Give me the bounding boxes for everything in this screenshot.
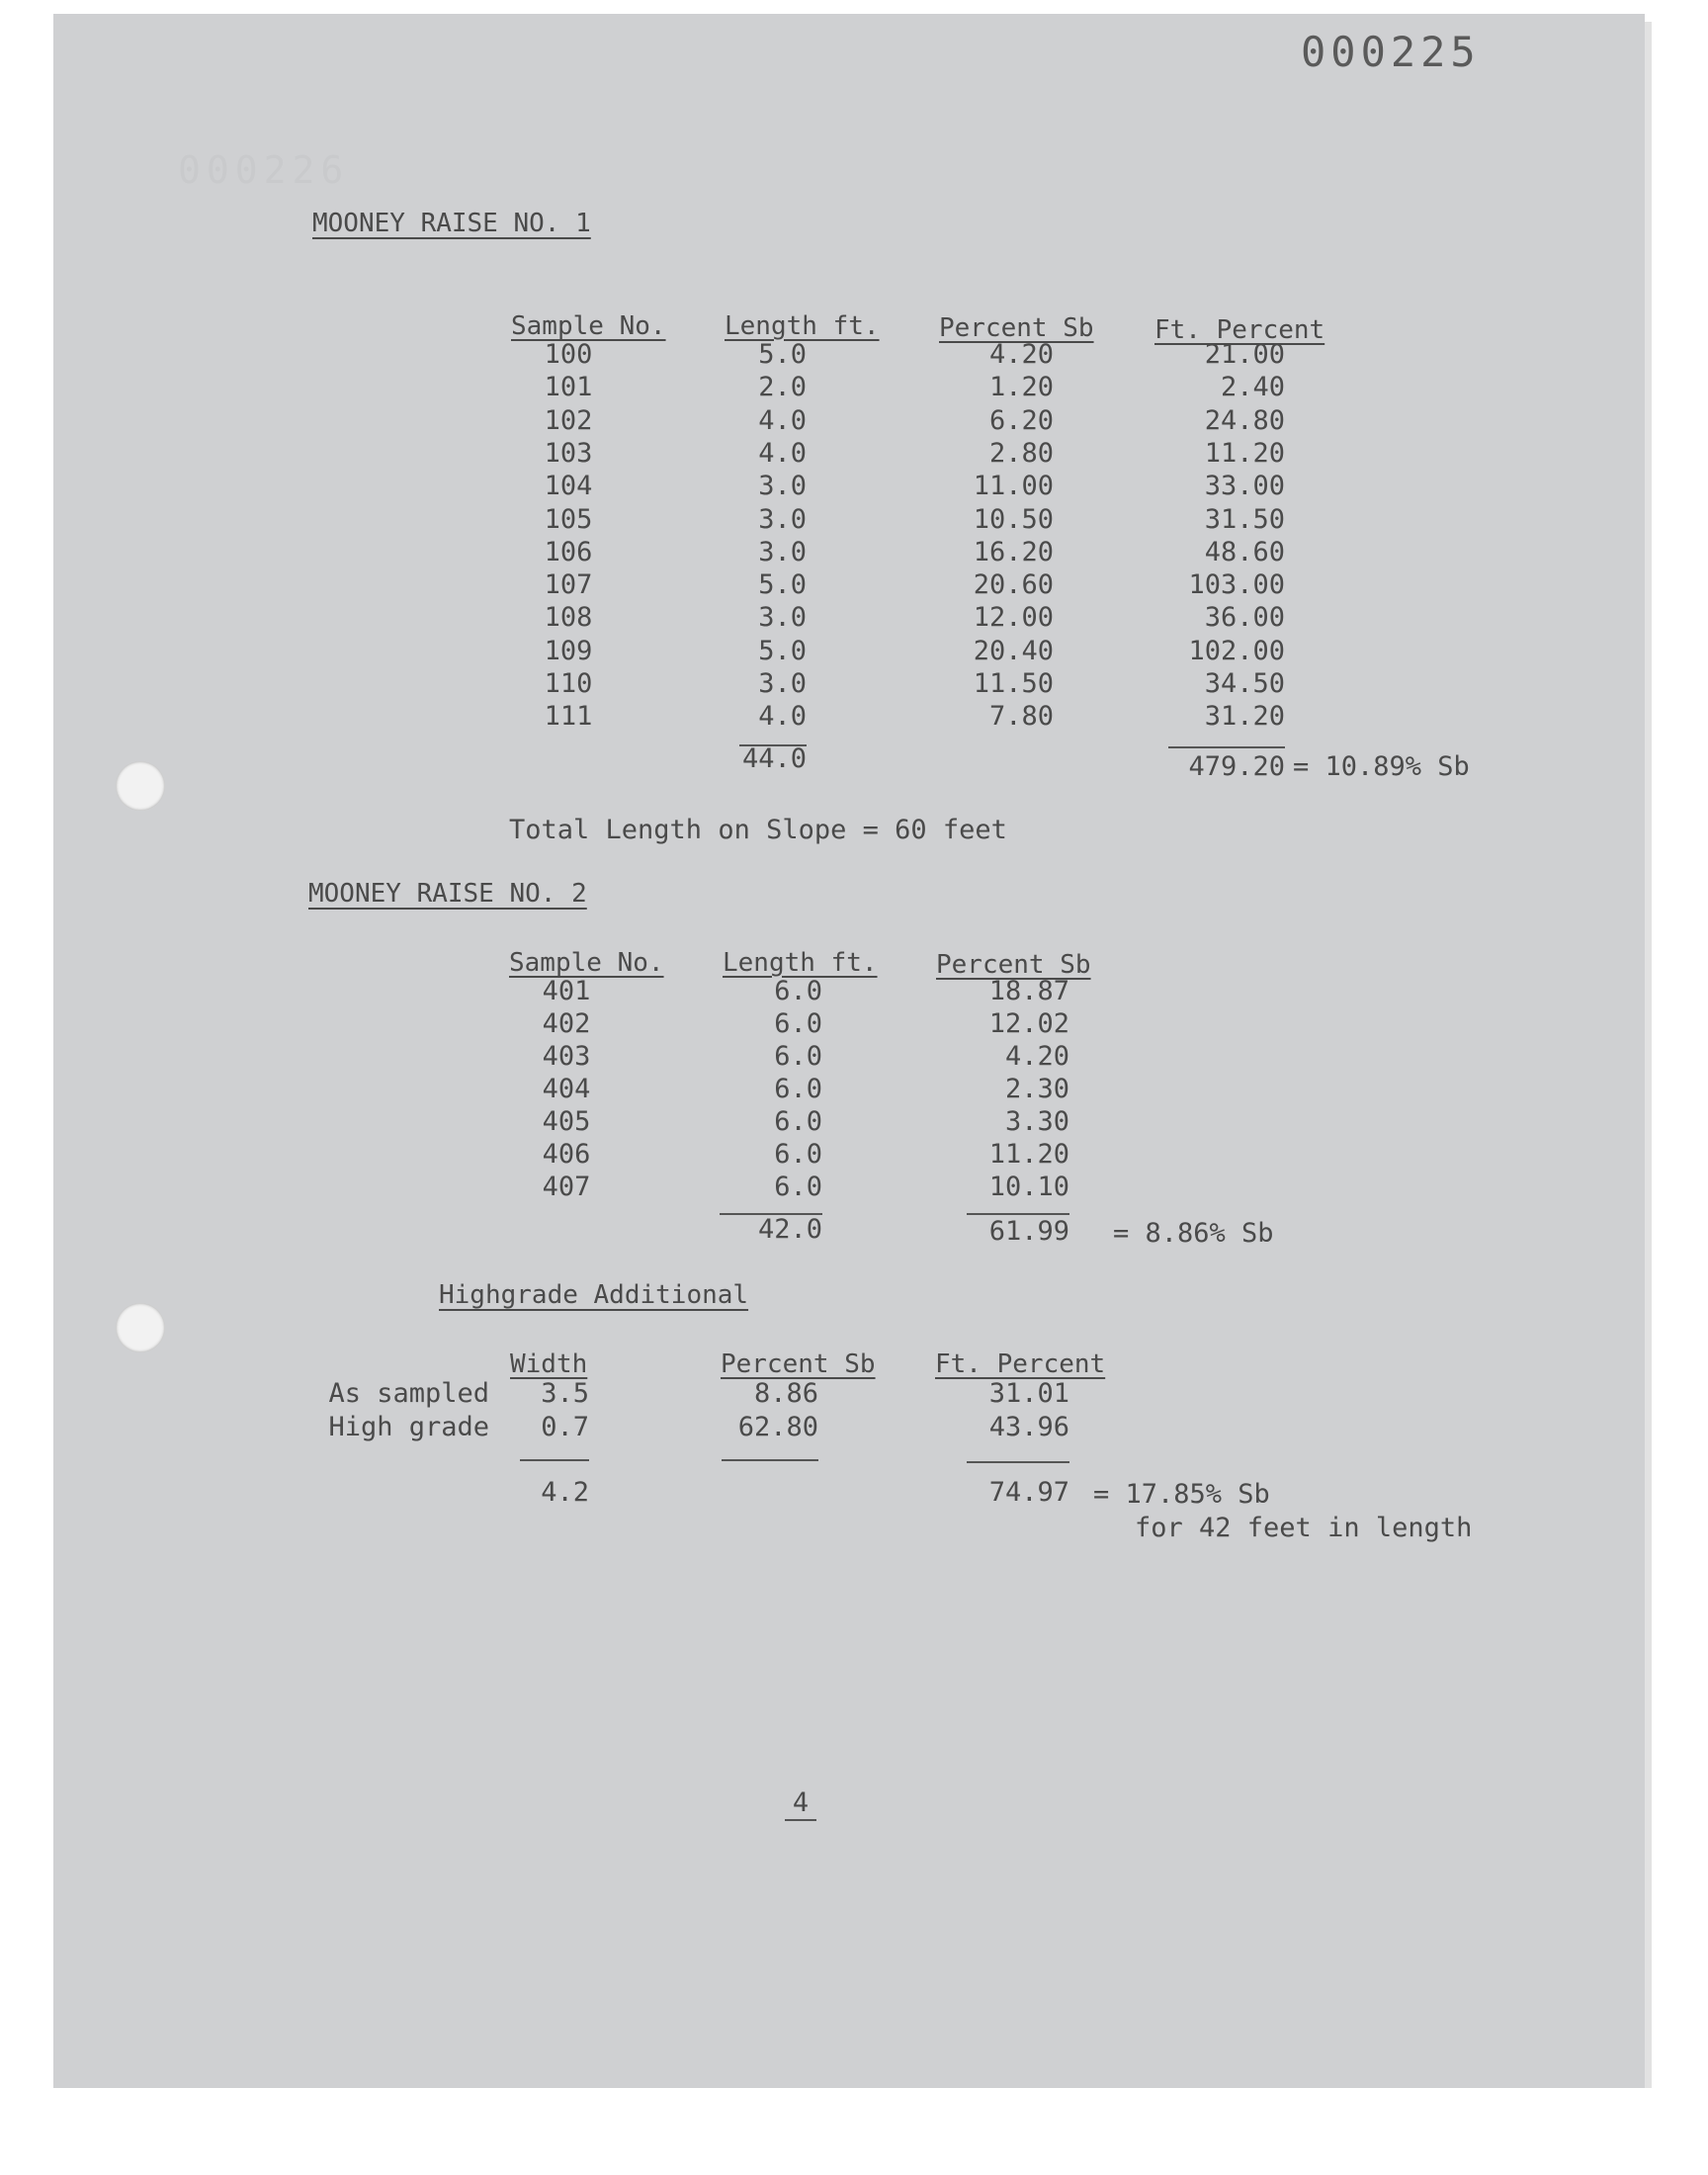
raise1-title: MOONEY RAISE NO. 1 [312, 209, 591, 238]
row-label-cell: As sampled [328, 1378, 489, 1409]
ft-percent-cell: 21.00 [1204, 339, 1285, 370]
raise1-header-sample: Sample No. [511, 311, 666, 341]
sample-no-cell: 104 [544, 471, 593, 501]
raise1-slope-note: Total Length on Slope = 60 feet [509, 815, 1007, 845]
raise1-result: = 10.89% Sb [1293, 751, 1470, 782]
raise1-ftpercent-total-rule [1168, 746, 1285, 748]
raise2-total-percent: 61.99 [988, 1216, 1069, 1247]
raise1-total-length: 44.0 [741, 743, 807, 774]
length-cell: 2.0 [758, 372, 807, 402]
length-cell: 6.0 [774, 1139, 822, 1170]
sample-no-cell: 102 [544, 405, 593, 436]
highgrade-ftpercent-total-rule [967, 1461, 1069, 1463]
ft-percent-cell: 103.00 [1188, 569, 1285, 600]
raise1-header-ftpercent: Ft. Percent [1154, 315, 1325, 345]
sample-no-cell: 100 [544, 339, 593, 370]
sample-no-cell: 406 [542, 1139, 591, 1170]
length-cell: 3.0 [758, 537, 807, 567]
ft-percent-cell: 31.20 [1204, 701, 1285, 732]
percent-sb-cell: 4.20 [1004, 1041, 1069, 1072]
sample-no-cell: 101 [544, 372, 593, 402]
percent-sb-cell: 2.80 [988, 438, 1054, 469]
highgrade-percent-total-rule [722, 1459, 818, 1461]
raise2-percent-total-rule [967, 1213, 1069, 1215]
ft-percent-cell: 43.96 [988, 1412, 1069, 1442]
sample-no-cell: 111 [544, 701, 593, 732]
highgrade-header-percent: Percent Sb [721, 1349, 876, 1379]
highgrade-note: for 42 feet in length [1135, 1513, 1473, 1543]
ft-percent-cell: 34.50 [1204, 668, 1285, 699]
percent-sb-cell: 7.80 [988, 701, 1054, 732]
raise2-header-percent: Percent Sb [936, 950, 1091, 980]
percent-sb-cell: 18.87 [988, 976, 1069, 1006]
percent-sb-cell: 6.20 [988, 405, 1054, 436]
percent-sb-cell: 11.20 [988, 1139, 1069, 1170]
sample-no-cell: 107 [544, 569, 593, 600]
highgrade-header-ftpercent: Ft. Percent [935, 1349, 1106, 1379]
percent-sb-cell: 11.50 [973, 668, 1054, 699]
percent-sb-cell: 16.20 [973, 537, 1054, 567]
length-cell: 6.0 [774, 1074, 822, 1104]
length-cell: 3.0 [758, 504, 807, 535]
percent-sb-cell: 20.40 [973, 636, 1054, 666]
raise2-title: MOONEY RAISE NO. 2 [308, 879, 587, 909]
sample-no-cell: 405 [542, 1106, 591, 1137]
highgrade-width-total-rule [520, 1459, 589, 1461]
width-cell: 3.5 [541, 1378, 589, 1409]
sample-no-cell: 106 [544, 537, 593, 567]
ft-percent-cell: 31.50 [1204, 504, 1285, 535]
ft-percent-cell: 2.40 [1220, 372, 1285, 402]
percent-sb-cell: 1.20 [988, 372, 1054, 402]
length-cell: 4.0 [758, 701, 807, 732]
ft-percent-cell: 48.60 [1204, 537, 1285, 567]
length-cell: 6.0 [774, 1106, 822, 1137]
percent-sb-cell: 4.20 [988, 339, 1054, 370]
sample-no-cell: 403 [542, 1041, 591, 1072]
percent-sb-cell: 20.60 [973, 569, 1054, 600]
ft-percent-cell: 36.00 [1204, 602, 1285, 633]
length-cell: 4.0 [758, 405, 807, 436]
ft-percent-cell: 102.00 [1188, 636, 1285, 666]
percent-sb-cell: 2.30 [1004, 1074, 1069, 1104]
length-cell: 5.0 [758, 569, 807, 600]
length-cell: 6.0 [774, 1008, 822, 1039]
highgrade-header-width: Width [510, 1349, 588, 1379]
highgrade-total-ftpercent: 74.97 [988, 1477, 1069, 1508]
page-number-value: 4 [785, 1787, 816, 1821]
page-edge-shadow [1645, 22, 1652, 2088]
row-label-cell: High grade [328, 1412, 489, 1442]
raise2-header-length: Length ft. [723, 948, 878, 978]
length-cell: 3.0 [758, 602, 807, 633]
sample-no-cell: 109 [544, 636, 593, 666]
length-cell: 3.0 [758, 471, 807, 501]
faint-bleed-through-number: 000226 [178, 148, 350, 192]
sample-no-cell: 404 [542, 1074, 591, 1104]
punch-hole-top [116, 761, 165, 811]
sample-no-cell: 402 [542, 1008, 591, 1039]
page-number [761, 1787, 840, 1821]
width-cell: 0.7 [541, 1412, 589, 1442]
percent-sb-cell: 10.50 [973, 504, 1054, 535]
length-cell: 5.0 [758, 339, 807, 370]
sample-no-cell: 103 [544, 438, 593, 469]
percent-sb-cell: 10.10 [988, 1172, 1069, 1202]
length-cell: 5.0 [758, 636, 807, 666]
highgrade-title: Highgrade Additional [439, 1280, 749, 1310]
percent-sb-cell: 62.80 [737, 1412, 818, 1442]
highgrade-result: = 17.85% Sb [1093, 1479, 1270, 1510]
sample-no-cell: 105 [544, 504, 593, 535]
ft-percent-cell: 33.00 [1204, 471, 1285, 501]
document-number: 000225 [1301, 28, 1481, 76]
raise1-header-length: Length ft. [725, 311, 880, 341]
ft-percent-cell: 11.20 [1204, 438, 1285, 469]
raise1-header-percent: Percent Sb [939, 313, 1094, 343]
sample-no-cell: 407 [542, 1172, 591, 1202]
sample-no-cell: 401 [542, 976, 591, 1006]
raise2-total-length: 42.0 [757, 1214, 822, 1245]
length-cell: 4.0 [758, 438, 807, 469]
raise2-result: = 8.86% Sb [1113, 1218, 1274, 1249]
ft-percent-cell: 31.01 [988, 1378, 1069, 1409]
punch-hole-bottom [116, 1303, 165, 1352]
percent-sb-cell: 3.30 [1004, 1106, 1069, 1137]
raise2-header-sample: Sample No. [509, 948, 664, 978]
percent-sb-cell: 11.00 [973, 471, 1054, 501]
ft-percent-cell: 24.80 [1204, 405, 1285, 436]
length-cell: 3.0 [758, 668, 807, 699]
percent-sb-cell: 12.02 [988, 1008, 1069, 1039]
length-cell: 6.0 [774, 976, 822, 1006]
raise1-total-ftpercent: 479.20 [1188, 751, 1285, 782]
highgrade-total-width: 4.2 [541, 1477, 589, 1508]
length-cell: 6.0 [774, 1172, 822, 1202]
sample-no-cell: 110 [544, 668, 593, 699]
percent-sb-cell: 8.86 [753, 1378, 818, 1409]
percent-sb-cell: 12.00 [973, 602, 1054, 633]
sample-no-cell: 108 [544, 602, 593, 633]
length-cell: 6.0 [774, 1041, 822, 1072]
